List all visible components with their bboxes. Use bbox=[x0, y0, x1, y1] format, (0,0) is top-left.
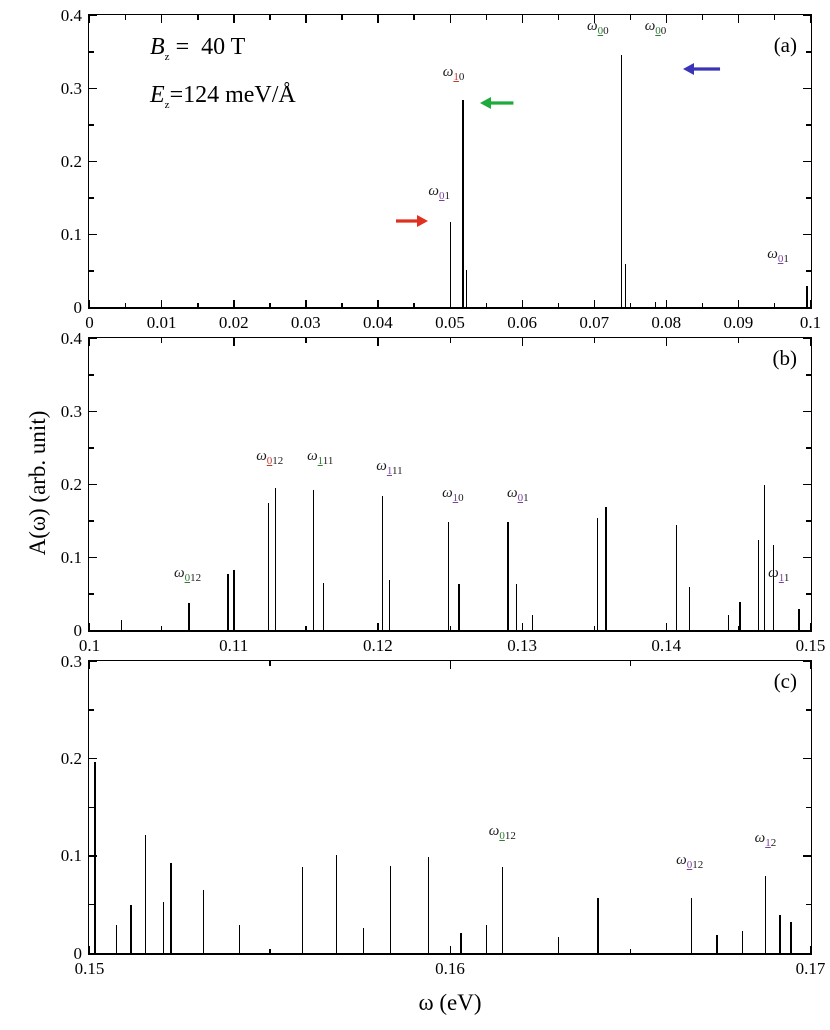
x-tick-top bbox=[125, 15, 126, 20]
peak-line bbox=[336, 855, 337, 954]
x-tick-label: 0.07 bbox=[579, 313, 610, 332]
x-tick bbox=[305, 300, 306, 308]
x-tick-top bbox=[702, 15, 703, 20]
y-tick-right bbox=[806, 807, 811, 808]
x-tick-top bbox=[89, 15, 90, 23]
panel-tag-b: (b) bbox=[772, 346, 797, 370]
x-tick-label: 0.17 bbox=[795, 959, 826, 978]
x-tick bbox=[197, 303, 198, 308]
param-ez: $E_z=124$ meV/Å bbox=[150, 82, 296, 111]
x-tick-label: 0.04 bbox=[363, 313, 393, 332]
x-tick bbox=[377, 623, 378, 631]
peak-line bbox=[116, 925, 117, 954]
panel-tag-c: (c) bbox=[773, 669, 797, 693]
x-tick-top bbox=[738, 338, 739, 343]
annotation-arrow bbox=[394, 212, 429, 230]
x-tick-top bbox=[305, 15, 306, 23]
peak-line bbox=[239, 925, 240, 954]
peak-line bbox=[203, 890, 204, 954]
x-tick-top bbox=[89, 661, 90, 669]
y-tick-label: 0.1 bbox=[60, 547, 82, 567]
peak-line bbox=[758, 540, 759, 631]
x-tick bbox=[630, 303, 631, 308]
peak-label: $\omega_{01}$ bbox=[767, 246, 789, 266]
peak-label: $\omega_{11}$ bbox=[768, 564, 790, 584]
peak-line bbox=[363, 928, 364, 954]
y-tick bbox=[89, 904, 94, 905]
peak-line bbox=[390, 866, 391, 954]
peak-line bbox=[94, 762, 95, 954]
peak-line bbox=[691, 898, 692, 954]
peak-line bbox=[779, 915, 780, 954]
y-tick bbox=[89, 197, 94, 198]
x-tick-top bbox=[774, 15, 775, 20]
x-tick-label: 0.03 bbox=[290, 313, 321, 332]
y-tick-right bbox=[806, 709, 811, 710]
x-tick bbox=[486, 303, 487, 308]
peak-line bbox=[268, 503, 269, 631]
y-tick-label: 0.2 bbox=[60, 151, 82, 171]
x-tick bbox=[233, 623, 234, 631]
x-tick-label: 0.1 bbox=[78, 636, 101, 655]
x-tick bbox=[89, 623, 90, 631]
peak-line bbox=[621, 55, 622, 308]
y-tick bbox=[89, 447, 94, 448]
x-tick-label: 0.15 bbox=[74, 959, 105, 978]
y-tick bbox=[89, 124, 94, 125]
y-tick bbox=[89, 520, 94, 521]
y-tick-right bbox=[806, 124, 811, 125]
x-tick-top bbox=[630, 661, 631, 666]
x-tick bbox=[450, 626, 451, 631]
x-tick bbox=[738, 300, 739, 308]
x-tick bbox=[666, 300, 667, 308]
peak-line bbox=[798, 609, 799, 631]
x-tick-label: 0.06 bbox=[507, 313, 537, 332]
y-tick bbox=[89, 411, 97, 412]
y-tick-label: 0.1 bbox=[60, 846, 82, 866]
x-tick bbox=[594, 626, 595, 631]
x-tick bbox=[305, 626, 306, 631]
x-tick bbox=[269, 303, 270, 308]
x-tick-top bbox=[630, 15, 631, 20]
y-tick-label: 0 bbox=[73, 943, 82, 963]
peak-label: $\omega_{111}$ bbox=[376, 457, 403, 477]
peak-label: $\omega_{12}$ bbox=[754, 830, 777, 850]
annotation-arrow bbox=[682, 60, 722, 78]
x-tick bbox=[810, 300, 811, 308]
x-tick bbox=[810, 623, 811, 631]
peak-line bbox=[739, 602, 740, 631]
x-tick-label: 0.09 bbox=[723, 313, 754, 332]
y-tick-right bbox=[806, 904, 811, 905]
y-tick-right bbox=[806, 447, 811, 448]
peak-line bbox=[389, 580, 390, 631]
x-tick bbox=[341, 303, 342, 308]
peak-line bbox=[716, 935, 717, 954]
y-tick-right bbox=[803, 88, 811, 89]
y-tick-label: 0.4 bbox=[60, 328, 82, 348]
peak-label: $\omega_{012}$ bbox=[256, 448, 284, 468]
peak-line bbox=[302, 867, 303, 954]
peak-label: $\omega_{00}$ bbox=[587, 17, 609, 37]
peak-line bbox=[145, 835, 146, 954]
x-tick-top bbox=[738, 15, 739, 23]
y-tick-right bbox=[803, 758, 811, 759]
peak-line bbox=[689, 587, 690, 631]
x-tick-top bbox=[522, 338, 523, 346]
y-tick-label: 0.2 bbox=[60, 748, 82, 768]
y-tick-right bbox=[803, 161, 811, 162]
x-tick-top bbox=[269, 15, 270, 20]
x-tick-label: 0.02 bbox=[218, 313, 249, 332]
x-tick-label: 0.05 bbox=[435, 313, 465, 332]
x-tick bbox=[594, 300, 595, 308]
x-tick bbox=[89, 300, 90, 308]
y-tick-label: 0.3 bbox=[60, 78, 82, 98]
y-axis-title: A(ω) (arb. unit) bbox=[25, 410, 50, 556]
x-tick-label: 0.11 bbox=[219, 636, 249, 655]
peak-line bbox=[507, 522, 508, 632]
x-tick-top bbox=[450, 661, 451, 669]
peak-line bbox=[806, 286, 807, 308]
peak-line bbox=[382, 496, 383, 631]
peak-line bbox=[170, 863, 171, 954]
x-tick bbox=[125, 303, 126, 308]
x-tick-top bbox=[197, 15, 198, 20]
x-tick bbox=[450, 946, 451, 954]
peak-label: $\omega_{012}$ bbox=[488, 822, 516, 842]
y-tick bbox=[89, 88, 97, 89]
x-tick-top bbox=[233, 15, 234, 23]
peak-line bbox=[323, 583, 324, 631]
peak-line bbox=[558, 937, 559, 954]
peak-line bbox=[233, 570, 234, 631]
x-tick-label: 0 bbox=[85, 313, 94, 332]
y-tick-right bbox=[806, 197, 811, 198]
x-tick bbox=[269, 949, 270, 954]
peak-line bbox=[676, 525, 677, 631]
x-tick-label: 0.16 bbox=[435, 959, 465, 978]
y-tick bbox=[89, 709, 94, 710]
panel-tag-a: (a) bbox=[773, 33, 797, 57]
peak-line bbox=[458, 584, 459, 631]
x-tick-top bbox=[341, 15, 342, 20]
peak-label: $\omega_{012}$ bbox=[174, 564, 202, 584]
peak-line bbox=[625, 264, 626, 308]
peak-line bbox=[227, 574, 228, 631]
x-tick-top bbox=[558, 15, 559, 20]
peak-line bbox=[605, 507, 606, 631]
y-tick-right bbox=[803, 484, 811, 485]
y-tick bbox=[89, 484, 97, 485]
y-tick bbox=[89, 807, 94, 808]
x-tick bbox=[413, 303, 414, 308]
peak-line bbox=[450, 222, 451, 308]
peak-line bbox=[486, 925, 487, 954]
y-tick-label: 0.4 bbox=[60, 5, 82, 25]
x-axis-title: ω (eV) bbox=[418, 990, 482, 1015]
x-tick-label: 0.14 bbox=[651, 636, 682, 655]
y-tick bbox=[89, 855, 97, 856]
x-tick-top bbox=[413, 15, 414, 20]
x-tick-label: 0.1 bbox=[799, 313, 822, 332]
y-tick-label: 0.3 bbox=[60, 651, 82, 671]
peak-line bbox=[765, 876, 766, 954]
x-tick-top bbox=[810, 661, 811, 669]
peak-label: $\omega_{00}$ bbox=[644, 17, 667, 37]
y-tick bbox=[89, 270, 94, 271]
x-tick-top bbox=[377, 338, 378, 346]
x-tick-top bbox=[486, 15, 487, 20]
x-tick-label: 0.01 bbox=[146, 313, 177, 332]
x-tick-label: 0.15 bbox=[795, 636, 826, 655]
y-tick bbox=[89, 234, 97, 235]
peak-line bbox=[597, 518, 598, 631]
peak-line bbox=[516, 584, 517, 631]
peak-line bbox=[466, 270, 467, 308]
peak-line bbox=[790, 922, 791, 954]
peak-label: $\omega_{012}$ bbox=[676, 851, 704, 871]
x-tick bbox=[450, 300, 451, 308]
y-tick bbox=[89, 51, 94, 52]
y-tick bbox=[89, 374, 94, 375]
peak-line bbox=[428, 857, 429, 954]
y-tick-label: 0.2 bbox=[60, 474, 82, 494]
y-tick-right bbox=[806, 593, 811, 594]
x-tick bbox=[89, 946, 90, 954]
x-tick bbox=[522, 300, 523, 308]
y-tick-right bbox=[803, 411, 811, 412]
x-tick-label: 0.13 bbox=[507, 636, 537, 655]
x-tick bbox=[161, 626, 162, 631]
peak-line bbox=[773, 545, 774, 631]
y-tick-right bbox=[803, 557, 811, 558]
peak-line bbox=[502, 867, 503, 954]
x-tick-top bbox=[810, 338, 811, 346]
x-tick-top bbox=[161, 15, 162, 23]
peak-line bbox=[130, 905, 131, 954]
x-tick bbox=[630, 949, 631, 954]
peak-line bbox=[462, 100, 463, 308]
peak-line bbox=[764, 485, 765, 631]
y-tick bbox=[89, 557, 97, 558]
peak-line bbox=[728, 615, 729, 631]
x-tick bbox=[233, 300, 234, 308]
y-tick-label: 0 bbox=[73, 297, 82, 317]
y-tick-label: 0.1 bbox=[60, 224, 82, 244]
x-tick bbox=[666, 623, 667, 631]
y-tick-label: 0 bbox=[73, 620, 82, 640]
peak-label: $\omega_{10}$ bbox=[442, 484, 464, 504]
y-tick-right bbox=[803, 234, 811, 235]
x-tick-top bbox=[377, 15, 378, 23]
peak-line bbox=[163, 902, 164, 954]
peak-line bbox=[448, 522, 449, 632]
peak-line bbox=[742, 931, 743, 954]
y-tick-right bbox=[803, 855, 811, 856]
peak-line bbox=[313, 490, 314, 631]
y-tick-right bbox=[806, 270, 811, 271]
x-tick-top bbox=[810, 15, 811, 23]
peak-line bbox=[460, 933, 461, 954]
peak-line bbox=[532, 615, 533, 631]
peak-line bbox=[597, 898, 598, 954]
annotation-arrow bbox=[479, 94, 515, 112]
x-tick-top bbox=[450, 15, 451, 23]
x-tick bbox=[161, 300, 162, 308]
x-tick-top bbox=[89, 338, 90, 346]
peak-label: $\omega_{01}$ bbox=[428, 183, 450, 203]
y-tick bbox=[89, 593, 94, 594]
x-tick-top bbox=[269, 661, 270, 666]
peak-line bbox=[188, 603, 189, 631]
x-tick bbox=[702, 303, 703, 308]
plot-clip bbox=[89, 661, 811, 954]
x-tick bbox=[377, 300, 378, 308]
x-tick-label: 0.12 bbox=[363, 636, 393, 655]
x-tick-label: 0.08 bbox=[651, 313, 682, 332]
peak-label: $\omega_{01}$ bbox=[506, 484, 529, 504]
y-tick-right bbox=[806, 520, 811, 521]
x-tick-top bbox=[305, 338, 306, 343]
y-tick-label: 0.3 bbox=[60, 401, 82, 421]
x-tick-top bbox=[522, 15, 523, 23]
x-tick-top bbox=[666, 338, 667, 346]
peak-label: $\omega_{111}$ bbox=[307, 448, 334, 468]
x-tick bbox=[738, 626, 739, 631]
y-tick bbox=[89, 758, 97, 759]
x-tick-top bbox=[161, 338, 162, 343]
x-tick-top bbox=[450, 338, 451, 343]
x-tick bbox=[522, 623, 523, 631]
peak-label: $\omega_{10}$ bbox=[442, 63, 465, 83]
x-tick-top bbox=[594, 338, 595, 343]
y-tick-right bbox=[806, 374, 811, 375]
x-tick-top bbox=[233, 338, 234, 346]
x-tick bbox=[558, 303, 559, 308]
x-tick bbox=[774, 303, 775, 308]
param-bz: $B_z = 40$ T bbox=[150, 34, 246, 63]
x-tick bbox=[810, 946, 811, 954]
y-tick bbox=[89, 161, 97, 162]
peak-line bbox=[275, 488, 276, 631]
plot-area-c bbox=[88, 660, 812, 955]
y-tick-right bbox=[806, 51, 811, 52]
